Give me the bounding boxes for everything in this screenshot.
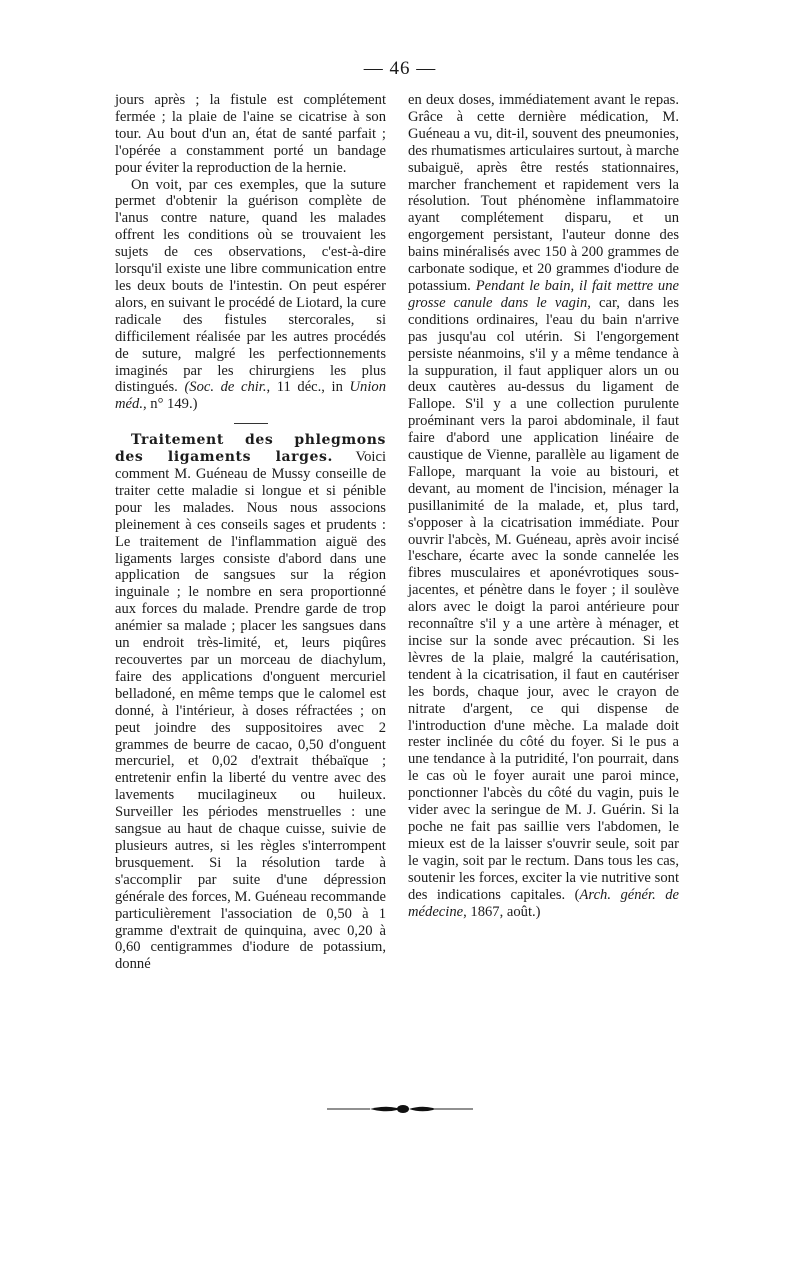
paragraph-text: On voit, par ces exemples, que la suture permet d'obtenir la guérison complète de l'anus contre nature, quand les malades offrent les conditions où se trouvaient les sujets de ces observations, c'est-à-dire lorsqu'il existe une libre communication entre les deux bouts de l'intestin. On peut espérer alors, en suivant le procédé de Liotard, la cure radicale des fistules stercorales, si difficilement réalisée par les autres procédés de suture, malgré les perfectionnements imaginés par les chirurgiens les plus distingués.: [115, 176, 386, 396]
citation-journal: Arch. génér. de médecine: [408, 886, 679, 920]
page-number: — 46 —: [363, 58, 437, 79]
section-divider: [234, 423, 268, 424]
left-column: [115, 92, 386, 973]
section-heading: Traitement des phlegmons des ligaments larges.: [115, 432, 386, 466]
citation-date: , 11 déc., in: [266, 379, 350, 396]
paragraph-continuation: [408, 92, 679, 920]
citation-source: (Soc. de chir.: [184, 379, 267, 396]
paragraph-text-a: en deux doses, immédiatement avant le repas. Grâce à cette dernière médication, M. Guéneau a vu, dit-il, souvent des pneumonies, des rhumatismes articulaires surtout, à marche subaiguë, après être restés stationnaires, marcher franchement et rapidement vers la résolution. Tout phénomène inflammatoire ayant complétement disparu, et un engorgement persistant, l'auteur donne des bains minéralisés avec 150 à 200 grammes de carbonate sodique, et 20 grammes d'iodure de potassium.: [408, 92, 679, 294]
right-column: [408, 92, 679, 920]
end-of-section-ornament: [325, 1104, 475, 1114]
section-body: Voici comment M. Guéneau de Mussy conseille de traiter cette maladie si longue et si pénible pour les malades. Nous nous associons pleinement à ces conseils sages et prudents : Le traitement de l'inflammation aiguë des ligaments larges consiste d'abord dans une application de sangsues sur la région inguinale ; le nombre en sera proportionné aux forces du malade. Prendre garde de trop anémier sa malade ; placer les sangsues dans un endroit très-limité, et, leurs piqûres recouvertes par un morceau de diachylum, faire des applications d'onguent mercuriel belladoné, en même temps que le calomel est donné, à l'intérieur, à doses réfractées ; on peut joindre des suppositoires avec 2 grammes de beurre de cacao, 0,50 d'onguent mercuriel, et 0,02 d'extrait thébaïque ; entretenir enfin la liberté du ventre avec des lavements mucilagineux ou huileux. Surveiller les périodes menstruelles : une sangsue au haut de chaque cuisse, suivie de plusieurs autres, si les règles s'interrompent brusquement. Si la résolution tarde à s'accomplir par suite d'une dépression générale des forces, M. Guéneau recommande particulièrement l'association de 0,50 à 1 gramme d'extrait de quinquina, avec 0,20 à 0,60 centigrammes d'iodure de potassium, donné: [115, 449, 386, 973]
paragraph-text-b: , car, dans les conditions ordinaires, l'eau du bain n'arrive pas jusqu'au col utérin. Si l'engorgement persiste néanmoins, s'il y a même tendance à la suppuration, il faut appliquer alors un ou deux cautères au-dessus du ligament de Fallope. S'il y a une collection purulente proéminant vers la paroi abdominale, il faut faire d'abord une application linéaire de caustique de Vienne, parallèle au ligament de Fallope, marquant la voie au bistouri, et devant, au moment de l'incision, ménager la pusillanimité de la malade, et, plus tard, s'opposer à la cicatrisation immédiate. Pour ouvrir l'abcès, M. Guéneau, après avoir incisé l'eschare, écarte avec la sonde cannelée les fibres musculaires et aponévrotiques sous-jacentes, et pénètre dans le foyer ; il soulève alors avec le doigt la paroi antérieure pour reconnaître s'il y a une artère à ménager, et incise sur la sonde avec précaution. Si les lèvres de la plaie, malgré la cautérisation, tendent à la cicatrisation, il faut en cautériser les bords, chaque jour, avec le crayon de nitrate d'argent, ce qui dispense de l'introduction d'une mèche. La malade doit rester inclinée du côté du foyer. Si le pus a une tendance à la putridité, l'on pourrait, dans le cas où le foyer aurait une paroi mince, ponctionner l'abcès du côté du vagin, puis le vider avec la seringue de M. J. Guérin. Si la poche ne fait pas saillie vers l'abdomen, le mieux est de la laisser s'ouvrir seule, soit par le vagin, soit par le rectum. Dans tous les cas, soutenir les forces, exciter la vie nutritive sont des indications capitales.: [408, 294, 680, 903]
citation-open: (: [565, 886, 580, 903]
citation-number: , n° 149.): [142, 396, 198, 413]
italic-instruction: Pendant le bain, il fait mettre une grosse canule dans le vagin: [408, 277, 679, 311]
citation-close: , 1867, août.): [463, 903, 541, 920]
paragraph-fistula-outcome: jours après ; la fistule est complétement fermée ; la plaie de l'aine se cicatrise à son tour. Au bout d'un an, état de santé parfait ; l'opérée a constamment porté un bandage pour éviter la reproduction de la hernie.: [115, 92, 386, 176]
citation-journal: Union méd.: [115, 379, 386, 413]
paragraph-suture-conclusion: [115, 177, 386, 414]
section-ligaments-larges: [115, 432, 386, 973]
